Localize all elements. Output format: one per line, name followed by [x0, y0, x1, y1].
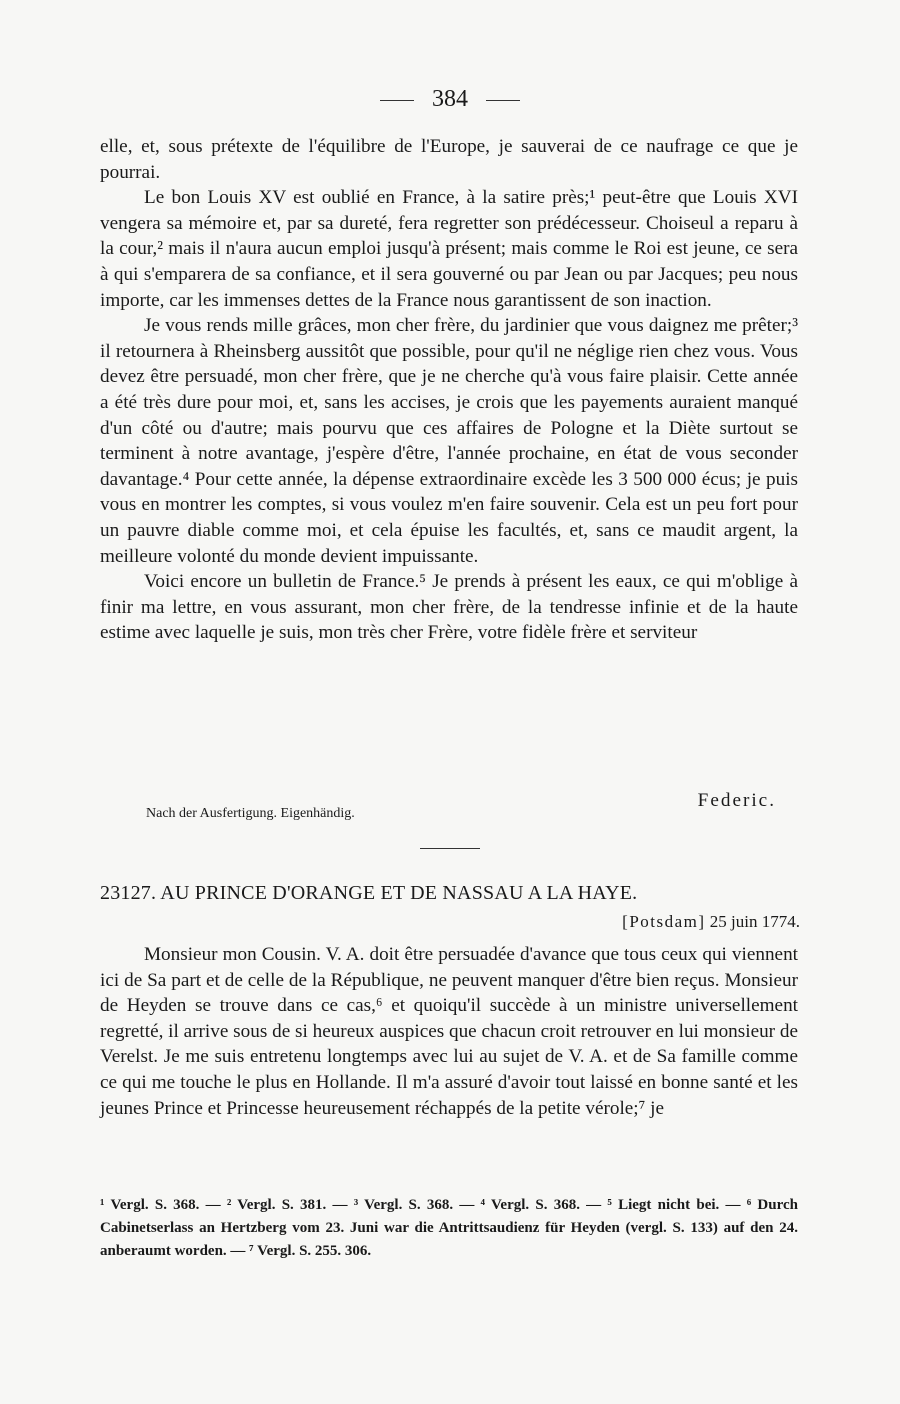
date: 25 juin 1774.: [709, 912, 800, 931]
letter1-paragraph-4: Voici encore un bulletin de France.⁵ Je prends à présent les eaux, ce qui m'oblige à finir ma lettre, en vous assurant, mon cher frère, de la tendresse infinie et de la haute estime avec laquelle je suis, mon très cher Frère, votre fidèle frère et serviteur: [100, 571, 798, 644]
dateline: [622, 912, 800, 932]
letter1-body: [100, 134, 798, 646]
date-place: [Potsdam]: [622, 912, 706, 931]
letter1-paragraph-2: Le bon Louis XV est oublié en France, à la satire près;¹ peut-être que Louis XVI vengera sa mémoire et, par sa dureté, fera regretter son prédécesseur. Choiseul a reparu à la cour,² mais il n'aura aucun emploi jusqu'à présent; mais comme le Roi est jeune, ce sera à qui s'emparera de sa confiance, et il sera gouverné ou par Jean ou par Jacques; peu nous importe, car les immenses dettes de la France nous garantissent de son inaction.: [100, 187, 798, 311]
header-rule-left: [380, 100, 414, 101]
letter1-paragraph-1: elle, et, sous prétexte de l'équilibre de l'Europe, je sauverai de ce naufrage ce que je pourrai.: [100, 136, 798, 183]
letter1-paragraph-3: Je vous rends mille grâces, mon cher frère, du jardinier que vous daignez me prêter;³ il retournera à Rheinsberg aussitôt que possible, pour qu'il ne néglige rien chez vous. Vous devez être persuadé, mon cher frère, que je ne cherche qu'à vous faire plaisir. Cette année a été très dure pour moi, et, sans les accises, je crois que les payements auraient manqué d'un côté ou d'autre; mais pourvu que ces affaires de Pologne et la Diète surtout se terminent à notre avantage, j'espère d'être, l'année prochaine, en état de vous seconder davantage.⁴ Pour cette année, la dépense extraordinaire excède les 3 500 000 écus; je puis vous en montrer les comptes, si vous voulez m'en faire souvenir. Cela est un peu fort pour un pauvre diable comme moi, et cela épuise les facultés, et, sans ce maudit argent, la meilleure volonté du monde devient impuissante.: [100, 315, 798, 567]
page-header: [0, 86, 900, 113]
header-rule-right: [486, 100, 520, 101]
letter2-body: [100, 942, 798, 1121]
source-note: Nach der Ausfertigung. Eigenhändig.: [146, 806, 355, 821]
letter2-paragraph: Monsieur mon Cousin. V. A. doit être persuadée d'avance que tous ceux qui viennent ici de Sa part et de celle de la République, ne peuvent manquer d'être bien reçus. Monsieur de Heyden se trouve dans ce cas,⁶ et quoiqu'il succède à un ministre universellement regretté, il arrive sous de si heureux auspices que chacun croit retrouver en lui monsieur de Verelst. Je me suis entretenu longtemps avec lui au sujet de V. A. et de Sa famille comme ce qui me touche le plus en Hollande. Il m'a assuré d'avoir tout laissé en bonne santé et les jeunes Prince et Princesse heureusement réchappés de la petite vérole;⁷ je: [100, 944, 798, 1119]
signature: Federic.: [697, 790, 776, 811]
page-number: 384: [432, 86, 468, 112]
document-heading: 23127. AU PRINCE D'ORANGE ET DE NASSAU A LA HAYE.: [100, 882, 638, 904]
footnotes: ¹ Vergl. S. 368. — ² Vergl. S. 381. — ³ Vergl. S. 368. — ⁴ Vergl. S. 368. — ⁵ Liegt nicht bei. — ⁶ Durch Cabinetserlass an Hertzberg vom 23. Juni war die Antrittsaudienz für Heyden (vergl. S. 133) auf den 24. anberaumt worden. — ⁷ Vergl. S. 255. 306.: [100, 1197, 798, 1259]
section-separator: [420, 848, 480, 849]
